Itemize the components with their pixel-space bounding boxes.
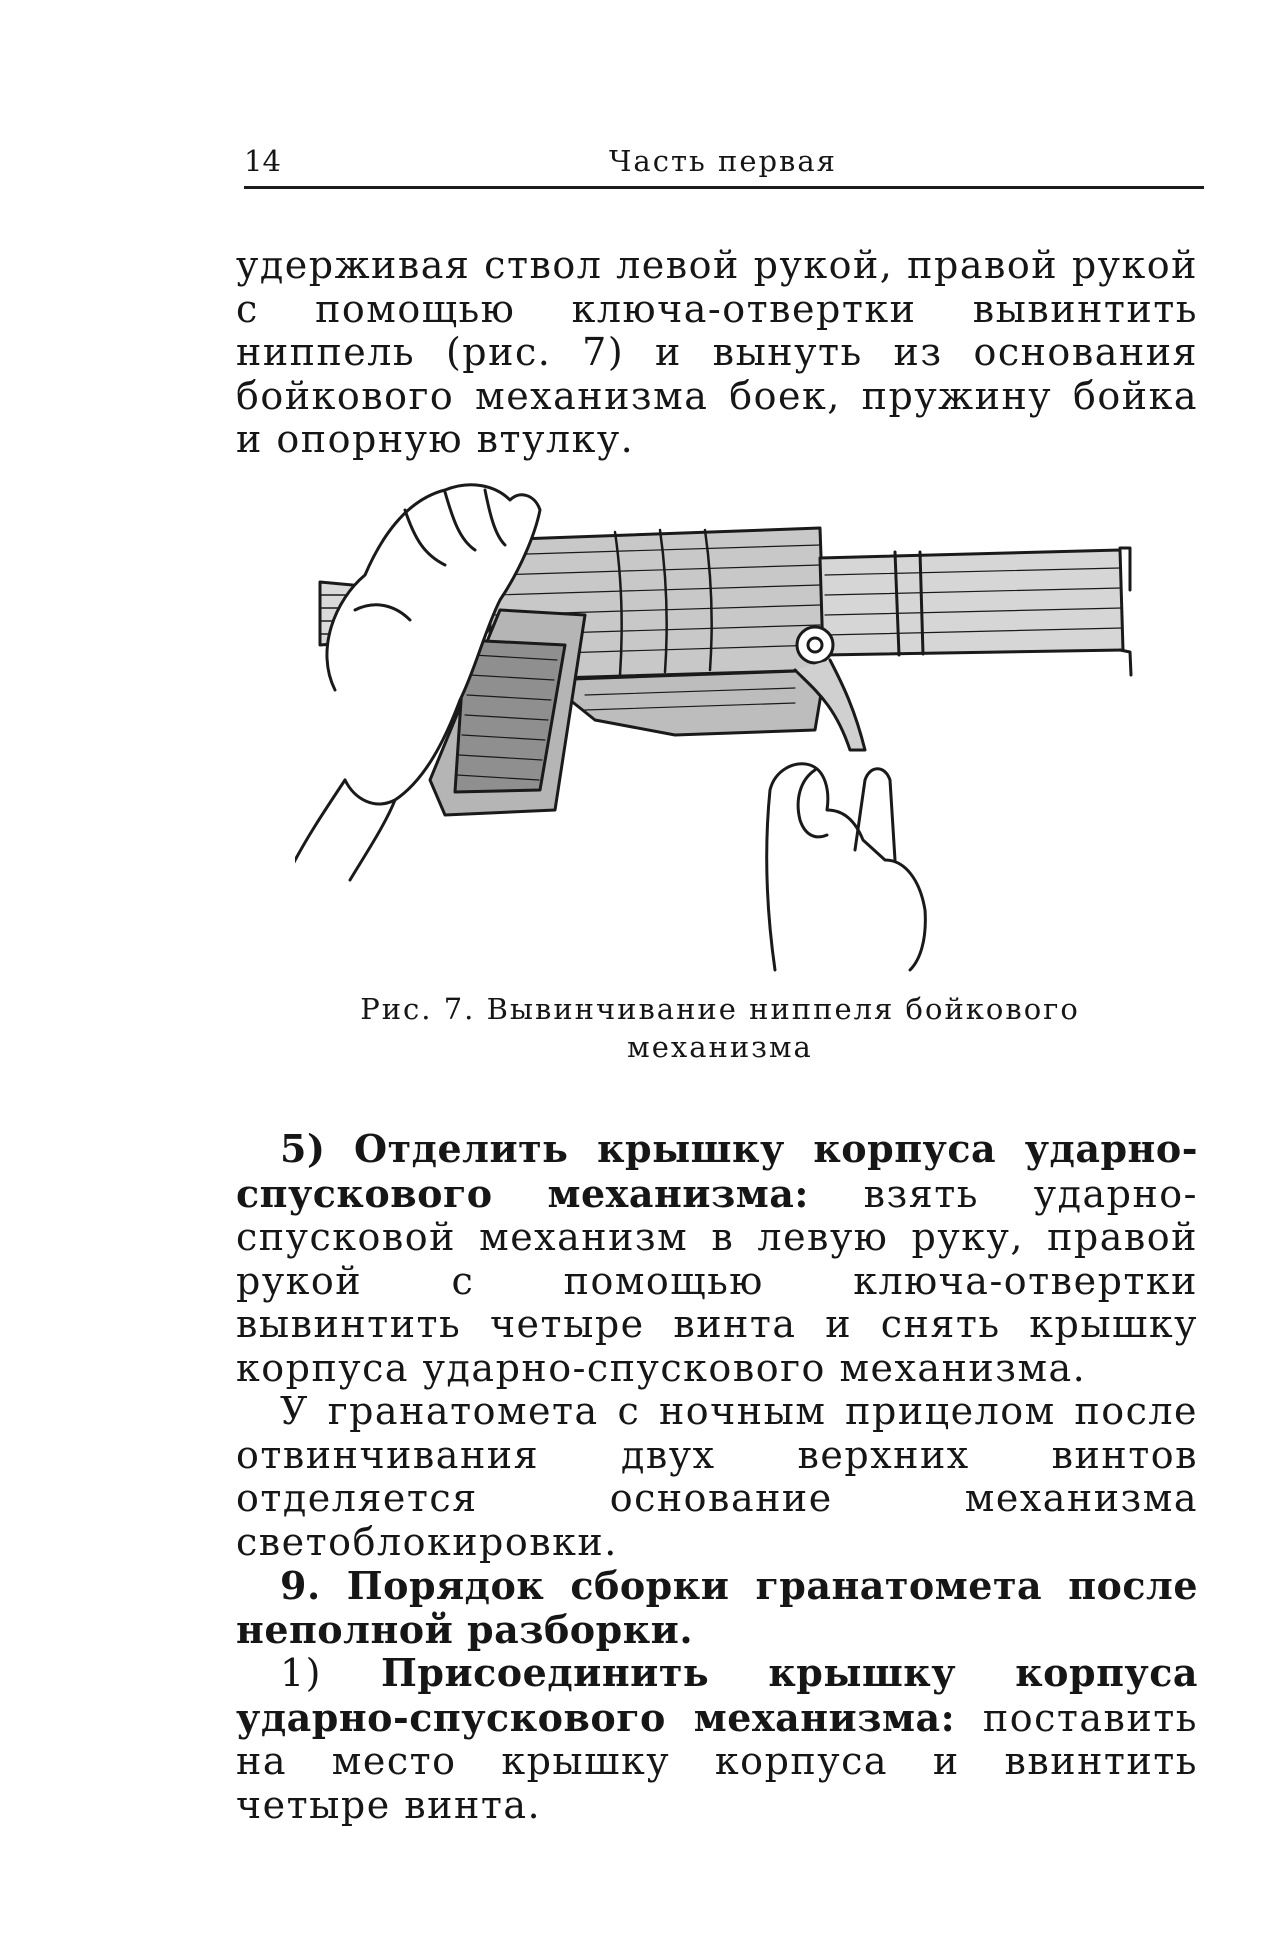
night-sight-note: У гранатомета с ночным прицелом после отвинчивания двух верхних винтов отделяется основание механизма светоблокировки. xyxy=(236,1389,1198,1564)
figure-7-illustration xyxy=(295,480,1165,980)
intro-paragraph: удерживая ствол левой рукой, правой рукой с помощью ключа-отвертки вывинтить ниппель (рис. 7) и вынуть из основания бойкового механизма боек, пружину бойка и опорную втулку. xyxy=(236,243,1198,461)
assembly-step-1-title: Присоединить крышку корпуса ударно-спускового механизма: xyxy=(236,1650,1198,1740)
step-5-text: взять ударно-спусковой механизм в левую руку, правой рукой с помощью ключа-отвертки вывинтить четыре винта и снять крышку корпуса ударно-спускового механизма. xyxy=(236,1171,1198,1390)
page-number: 14 xyxy=(244,144,281,178)
assembly-step-1-paragraph xyxy=(236,1651,1198,1827)
intro-block xyxy=(236,244,1198,462)
assembly-step-1-text: поставить на место крышку корпуса и ввинтить четыре винта. xyxy=(236,1695,1198,1827)
header-rule xyxy=(244,186,1204,189)
figure-caption xyxy=(320,990,1120,1066)
step-5-title: 5) Отделить крышку корпуса ударно-спускового механизма: xyxy=(236,1126,1198,1216)
step-5-paragraph xyxy=(236,1127,1198,1390)
running-header: Часть первая xyxy=(609,144,837,178)
figure-caption-text: Рис. 7. Вывинчивание ниппеля бойкового механизма xyxy=(360,992,1080,1064)
section-9-heading: 9. Порядок сборки гранатомета после неполной разборки. xyxy=(236,1563,1198,1652)
main-text-block xyxy=(236,1127,1198,1827)
assembly-step-1-number: 1) xyxy=(280,1651,382,1695)
